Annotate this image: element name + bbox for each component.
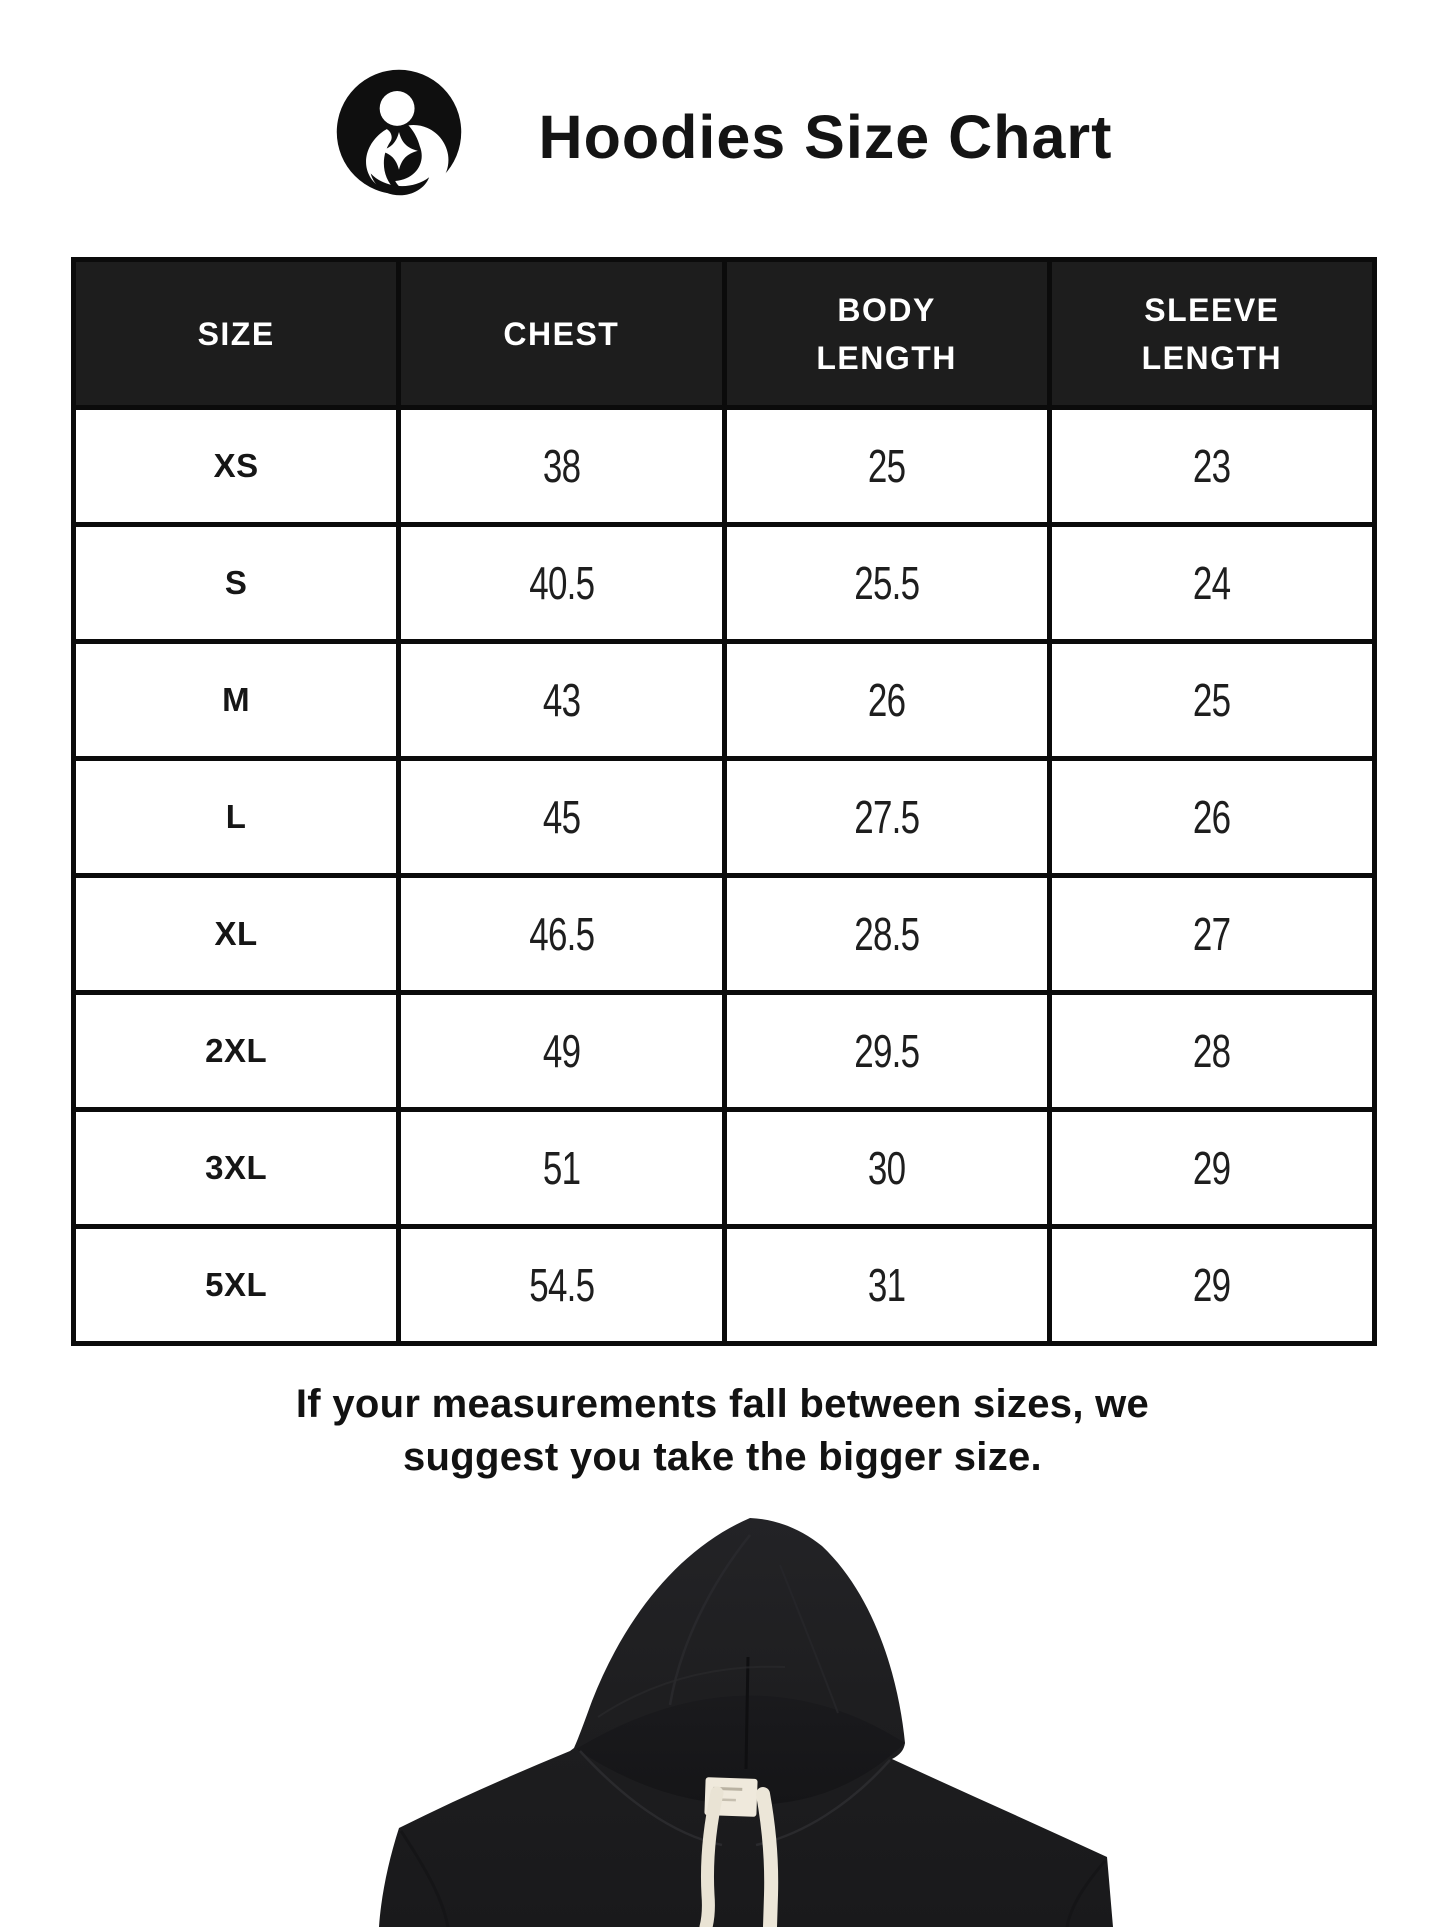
table-row-xl-sleeve-length: 27 xyxy=(1052,878,1372,990)
column-header-chest xyxy=(401,262,721,405)
table-row-l-size: L xyxy=(76,761,396,873)
column-header-body-length xyxy=(727,262,1047,405)
sizing-note xyxy=(0,1378,1445,1484)
table-row-3xl-body-length: 30 xyxy=(727,1112,1047,1224)
column-header-label: SLEEVE LENGTH xyxy=(1141,291,1283,376)
table-row-xl-body-length: 28.5 xyxy=(727,878,1047,990)
table-row-3xl-sleeve-length: 29 xyxy=(1052,1112,1372,1224)
table-row-xl-chest: 46.5 xyxy=(401,878,721,990)
table-row-s-sleeve-length: 24 xyxy=(1052,527,1372,639)
table-row-2xl-chest: 49 xyxy=(401,995,721,1107)
table-row-xs-chest: 38 xyxy=(401,410,721,522)
table-row-l-body-length: 27.5 xyxy=(727,761,1047,873)
size-chart-table xyxy=(71,257,1377,1346)
column-header-size xyxy=(76,262,396,405)
page-title: Hoodies Size Chart xyxy=(538,103,1113,171)
table-row-3xl-size: 3XL xyxy=(76,1112,396,1224)
table-row-xs-body-length: 25 xyxy=(727,410,1047,522)
table-row-xs-size: XS xyxy=(76,410,396,522)
table-row-s-body-length: 25.5 xyxy=(727,527,1047,639)
sizing-note-line2: suggest you take the bigger size. xyxy=(403,1435,1042,1480)
column-header-label: BODY LENGTH xyxy=(816,291,957,376)
column-header-sleeve-length xyxy=(1052,262,1372,405)
table-row-3xl-chest: 51 xyxy=(401,1112,721,1224)
table-row-5xl-chest: 54.5 xyxy=(401,1229,721,1341)
column-header-label: CHEST xyxy=(503,315,620,352)
table-row-m-size: M xyxy=(76,644,396,756)
drawstring-right xyxy=(763,1794,771,1927)
table-row-5xl-size: 5XL xyxy=(76,1229,396,1341)
hood-center-seam xyxy=(746,1657,748,1769)
table-row-5xl-body-length: 31 xyxy=(727,1229,1047,1341)
table-row-m-chest: 43 xyxy=(401,644,721,756)
table-row-m-body-length: 26 xyxy=(727,644,1047,756)
table-row-xs-sleeve-length: 23 xyxy=(1052,410,1372,522)
table-row-l-sleeve-length: 26 xyxy=(1052,761,1372,873)
sizing-note-line1: If your measurements fall between sizes, we xyxy=(295,1382,1150,1426)
hoodie-photo xyxy=(280,1505,1160,1927)
table-row-xl-size: XL xyxy=(76,878,396,990)
table-row-5xl-sleeve-length: 29 xyxy=(1052,1229,1372,1341)
table-row-m-sleeve-length: 25 xyxy=(1052,644,1372,756)
column-header-label: SIZE xyxy=(197,315,275,352)
table-row-s-chest: 40.5 xyxy=(401,527,721,639)
logo-head xyxy=(379,91,414,126)
table-row-2xl-body-length: 29.5 xyxy=(727,995,1047,1107)
table-row-2xl-sleeve-length: 28 xyxy=(1052,995,1372,1107)
table-row-s-size: S xyxy=(76,527,396,639)
mother-baby-logo-icon xyxy=(333,66,465,198)
table-row-l-chest: 45 xyxy=(401,761,721,873)
header xyxy=(0,62,1445,202)
table-row-2xl-size: 2XL xyxy=(76,995,396,1107)
